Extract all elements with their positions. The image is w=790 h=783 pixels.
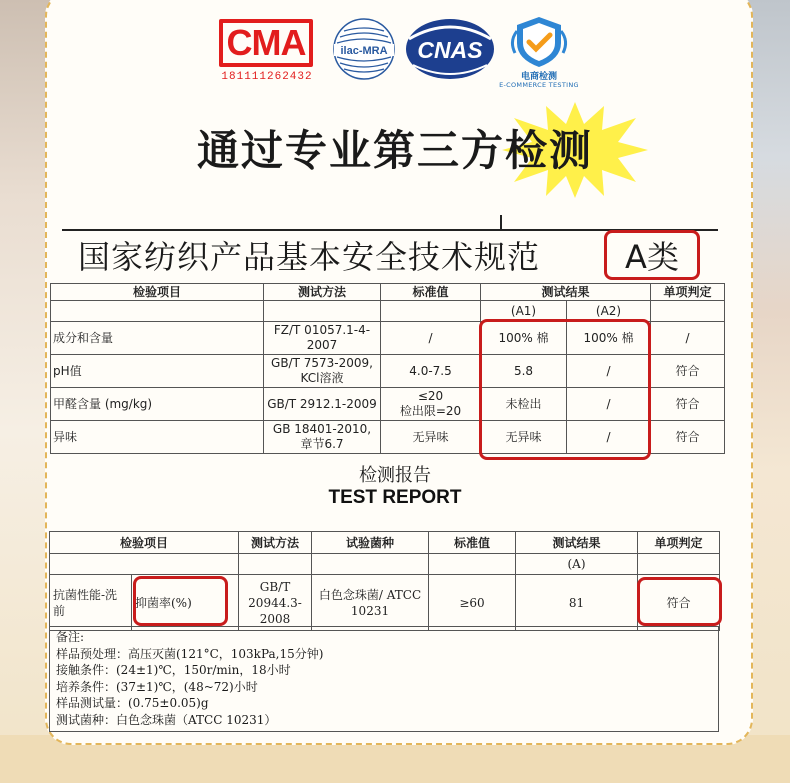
- cma-logo: [215, 19, 315, 91]
- subheader-a: (A): [516, 554, 638, 575]
- table-row: [51, 355, 725, 388]
- antibacterial-test-table: [49, 531, 720, 631]
- cell-result-a1: 未检出: [481, 388, 567, 421]
- notes-section: [49, 626, 719, 732]
- cell-item: 成分和含量: [51, 322, 264, 355]
- report-title-cn: 检测报告: [359, 465, 431, 486]
- page-headline: 通过专业第三方检测: [196, 126, 593, 175]
- cell-method: GB 18401-2010, 章节6.7: [264, 421, 381, 454]
- col-header-item: 检验项目: [50, 532, 239, 554]
- cell-standard: ≥60: [429, 575, 516, 631]
- cell-result: 81: [516, 575, 638, 631]
- cell-result-a1: 100% 棉: [481, 322, 567, 355]
- ilac-mra-logo: [332, 17, 396, 81]
- cell-result-a2: /: [567, 421, 651, 454]
- cell-item: pH值: [51, 355, 264, 388]
- col-header-result: 测试结果: [516, 532, 638, 554]
- notes-line: 培养条件：(37±1)℃，(48~72)小时: [56, 679, 258, 694]
- table-row: [51, 421, 725, 454]
- col-header-method: 测试方法: [239, 532, 312, 554]
- col-header-method: 测试方法: [264, 284, 381, 301]
- cell-result-a1: 5.8: [481, 355, 567, 388]
- cell-result-a2: /: [567, 355, 651, 388]
- cnas-label: CNAS: [417, 37, 483, 63]
- class-a-badge: A类: [604, 230, 700, 280]
- cell-method: GB/T 2912.1-2009: [264, 388, 381, 421]
- notes-label: 备注:: [56, 630, 85, 644]
- notes-line: 接触条件：(24±1)℃，150r/min，18小时: [56, 663, 291, 677]
- notes-line: 样品预处理：高压灭菌(121°C，103kPa,15分钟): [56, 646, 324, 661]
- cell-standard: /: [381, 322, 481, 355]
- notes-line: 样品测试量：(0.75±0.05)g: [56, 696, 209, 710]
- col-header-item: 检验项目: [51, 284, 264, 301]
- cnas-logo: [405, 17, 495, 81]
- ecommerce-cn-label: 电商检测: [520, 72, 557, 82]
- cell-method: GB/T 20944.3-2008: [239, 575, 312, 631]
- cell-standard-note: 检出限=20: [399, 404, 462, 418]
- cell-result-a2: 100% 棉: [567, 322, 651, 355]
- cell-standard-value: ≤20: [417, 389, 444, 403]
- certification-logos: [215, 15, 579, 95]
- ecommerce-en-label: E-COMMERCE TESTING: [499, 81, 579, 89]
- notes-line: 测试菌种：白色念珠菌（ATCC 10231）: [56, 712, 277, 727]
- cell-result-a1: 无异味: [481, 421, 567, 454]
- cma-letters: CMA: [226, 22, 306, 63]
- cell-strain: 白色念珠菌/ ATCC 10231: [312, 575, 429, 631]
- subheader-a1: (A1): [481, 301, 567, 322]
- cell-sub-item: 抑菌率(%): [132, 575, 239, 631]
- cell-item: 抗菌性能-洗前: [50, 575, 132, 631]
- col-header-result: 测试结果: [481, 284, 651, 301]
- cell-verdict: 符合: [651, 421, 725, 454]
- cell-method: GB/T 7573-2009, KCl溶液: [264, 355, 381, 388]
- report-title-en: TEST REPORT: [328, 487, 462, 508]
- standard-title: 国家纺织产品基本安全技术规范: [78, 238, 541, 276]
- cell-method: FZ/T 01057.1-4-2007: [264, 322, 381, 355]
- col-header-standard: 标准值: [381, 284, 481, 301]
- table-row: [51, 388, 725, 421]
- cell-verdict: 符合: [651, 388, 725, 421]
- cell-verdict: 符合: [638, 575, 720, 631]
- cell-item: 异味: [51, 421, 264, 454]
- col-header-verdict: 单项判定: [638, 532, 720, 554]
- cell-item: 甲醛含量 (mg/kg): [51, 388, 264, 421]
- col-header-strain: 试验菌种: [312, 532, 429, 554]
- cell-standard: 无异味: [381, 421, 481, 454]
- table-row: [51, 322, 725, 355]
- ilac-label: ilac-MRA: [340, 45, 388, 57]
- ecommerce-testing-logo: [499, 15, 579, 95]
- document-rule-tick: [500, 215, 502, 229]
- cell-verdict: /: [651, 322, 725, 355]
- cell-result-a2: /: [567, 388, 651, 421]
- col-header-standard: 标准值: [429, 532, 516, 554]
- cell-standard: 4.0-7.5: [381, 355, 481, 388]
- safety-test-table: [50, 283, 725, 454]
- cell-standard: [381, 388, 481, 421]
- cell-verdict: 符合: [651, 355, 725, 388]
- subheader-a2: (A2): [567, 301, 651, 322]
- cma-number: 181111262432: [221, 71, 313, 83]
- table-row: [50, 575, 720, 631]
- col-header-verdict: 单项判定: [651, 284, 725, 301]
